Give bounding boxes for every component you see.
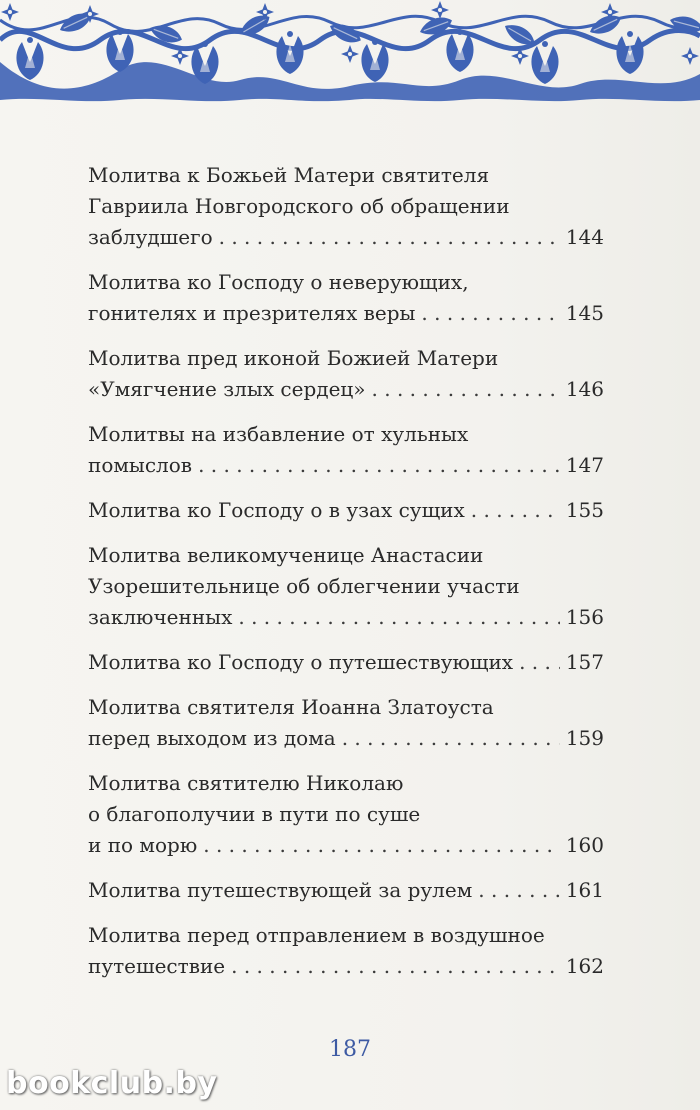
- leader-dots: [198, 450, 560, 481]
- toc-entry-title-line: помыслов: [88, 453, 193, 477]
- toc-entry-title-line: Молитва путешествующей за рулем: [88, 878, 473, 902]
- toc-entry-title-line: Молитва к Божьей Матери святителя: [88, 163, 490, 187]
- leader-dots: [203, 830, 560, 861]
- toc-entry[interactable]: [88, 495, 604, 526]
- toc-entry[interactable]: [88, 920, 604, 982]
- leader-dots: [519, 647, 560, 678]
- toc-entry-title-line: Гавриила Новгородского об обращении: [88, 194, 510, 218]
- toc-entry-title-line: Молитва великомученице Анастасии: [88, 543, 484, 567]
- toc-entry-title-line: о благополучии в пути по суше: [88, 802, 421, 826]
- toc-entry-title-line: путешествие: [88, 954, 226, 978]
- toc-entry-title-line: Молитва пред иконой Божией Матери: [88, 346, 499, 370]
- toc-page-number: 157: [565, 650, 604, 674]
- toc-entry-title-line: заключенных: [88, 605, 233, 629]
- leader-dots: [372, 374, 560, 405]
- toc-entry[interactable]: [88, 875, 604, 906]
- leader-dots: [231, 951, 560, 982]
- toc-page-number: 159: [565, 726, 604, 750]
- toc-entry-title-line: Молитва перед отправлением в воздушное: [88, 923, 545, 947]
- toc-entry-title-line: заблудшего: [88, 225, 213, 249]
- toc-page-number: 160: [565, 833, 604, 857]
- toc-entry[interactable]: [88, 768, 604, 861]
- toc-page-number: 161: [565, 878, 604, 902]
- toc-entry-title-line: Молитва святителю Николаю: [88, 771, 404, 795]
- toc-entry-title-line: перед выходом из дома: [88, 726, 336, 750]
- toc-entry-title-line: «Умягчение злых сердец»: [88, 377, 366, 401]
- watermark: bookclub.by: [6, 1066, 218, 1101]
- leader-dots: [219, 222, 560, 253]
- table-of-contents: [88, 160, 604, 996]
- toc-entry-title-line: гонителях и презрителях веры: [88, 301, 416, 325]
- toc-entry[interactable]: [88, 647, 604, 678]
- toc-entry-title-line: и по морю: [88, 833, 198, 857]
- page-number: 187: [329, 1037, 371, 1062]
- leader-dots: [238, 602, 559, 633]
- toc-entry-title-line: Узорешительнице об облегчении участи: [88, 574, 520, 598]
- leader-dots: [478, 875, 560, 906]
- leader-dots: [471, 495, 560, 526]
- toc-entry-title-line: Молитва ко Господу о в узах сущих: [88, 498, 465, 522]
- toc-page-number: 144: [565, 225, 604, 249]
- toc-entry[interactable]: [88, 692, 604, 754]
- toc-page-number: 147: [565, 453, 604, 477]
- toc-entry[interactable]: [88, 267, 604, 329]
- toc-entry[interactable]: [88, 160, 604, 253]
- toc-page-number: 155: [565, 498, 604, 522]
- leader-dots: [342, 723, 560, 754]
- toc-entry-title-line: Молитва ко Господу о неверующих,: [88, 270, 469, 294]
- toc-entry[interactable]: [88, 540, 604, 633]
- toc-entry[interactable]: [88, 419, 604, 481]
- toc-entry-title-line: Молитва ко Господу о путешествующих: [88, 650, 514, 674]
- toc-page-number: 156: [565, 605, 604, 629]
- toc-page-number: 162: [565, 954, 604, 978]
- toc-page-number: 146: [565, 377, 604, 401]
- floral-border-icon: [0, 0, 700, 110]
- toc-entry-title-line: Молитва святителя Иоанна Златоуста: [88, 695, 494, 719]
- toc-entry-title-line: Молитвы на избавление от хульных: [88, 422, 469, 446]
- toc-entry[interactable]: [88, 343, 604, 405]
- toc-page-number: 145: [565, 301, 604, 325]
- leader-dots: [421, 298, 559, 329]
